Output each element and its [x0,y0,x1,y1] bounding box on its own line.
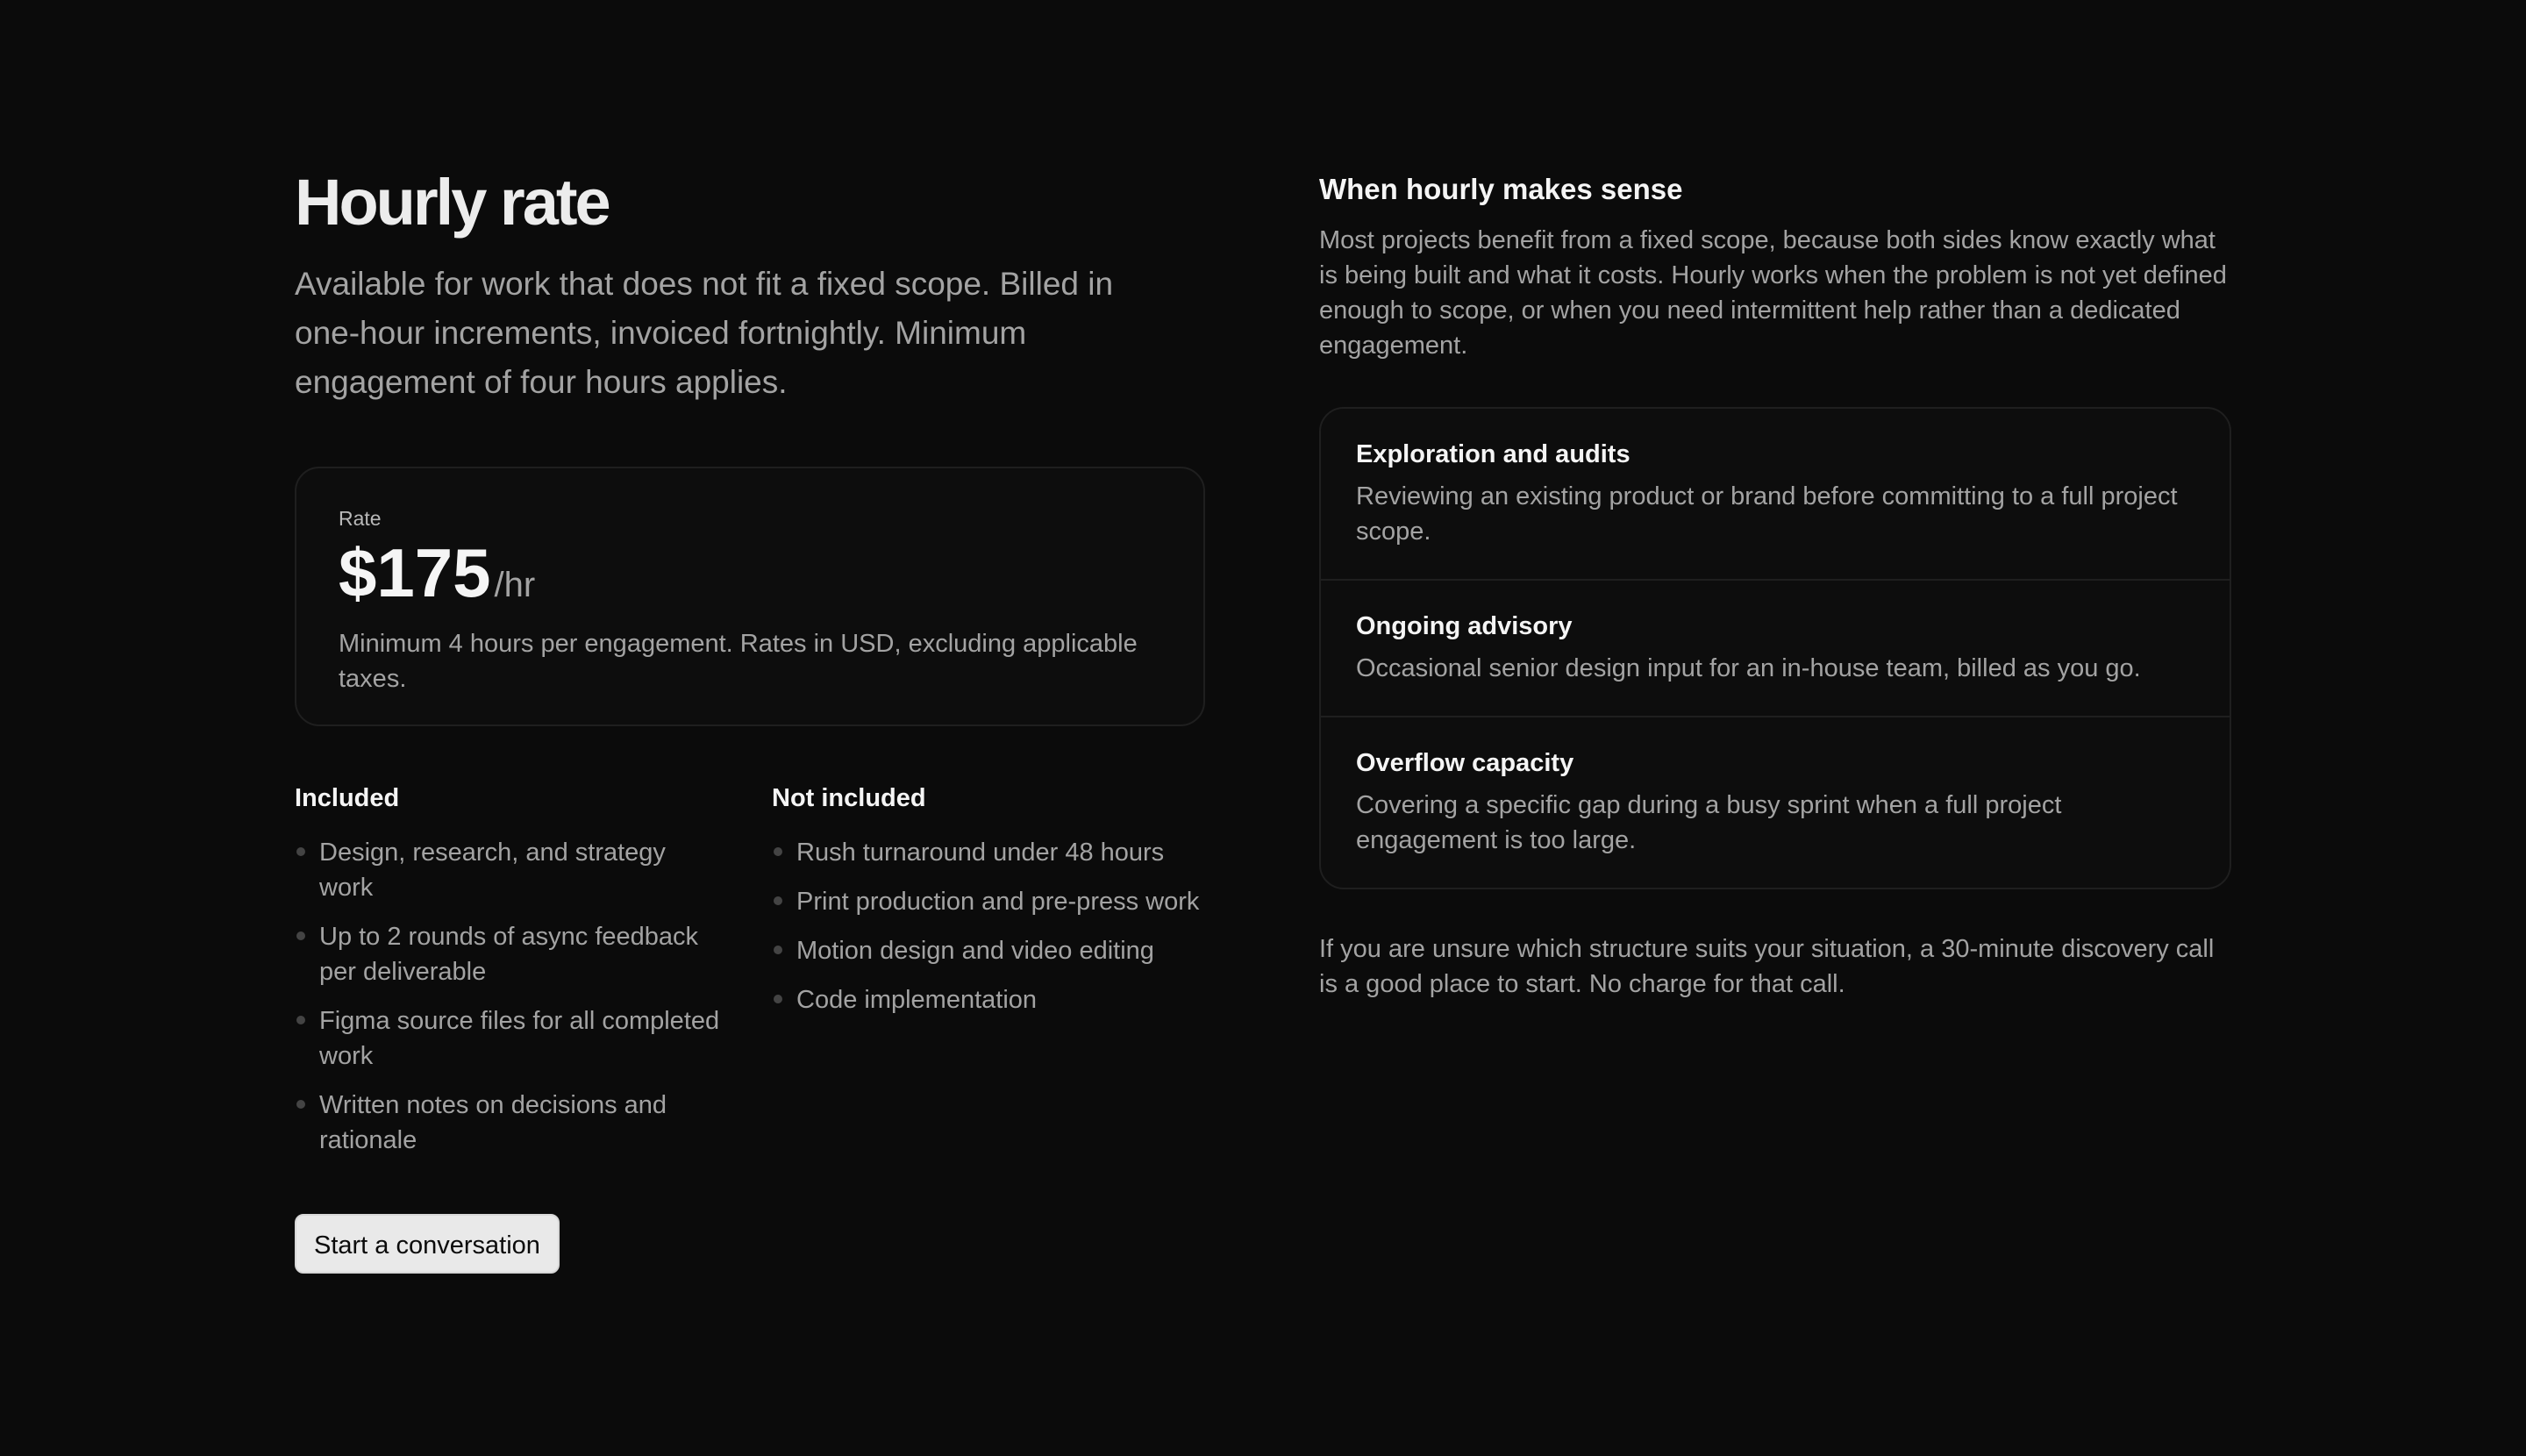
hourly-guidance-section [1319,172,2231,1002]
bullet-icon [774,946,782,954]
bullet-icon [296,847,305,856]
not-included-list [772,781,1205,1172]
list-item [295,835,723,905]
use-case-title: Ongoing advisory [1356,612,1573,640]
list-item [772,982,1200,1017]
section-title: When hourly makes sense [1319,173,1683,205]
list-item [295,1003,723,1074]
list-item-text: Rush turnaround under 48 hours [796,839,1165,867]
inclusion-lists [295,781,1207,1172]
bullet-icon [296,931,305,940]
bullet-icon [774,995,782,1003]
use-case-item [1321,409,2230,581]
bullet-icon [774,896,782,905]
use-case-description: Covering a specific gap during a busy sprint when a full project engagement is too large. [1356,791,2062,854]
section-intro: Most projects benefit from a fixed scope, because both sides know exactly what is being built and what it costs. Hourly works when the problem is not yet defined enough to scope, or when you need intermittent help rather than a dedicated engagement. [1319,226,2227,360]
list-item-text: Print production and pre-press work [796,888,1200,916]
rate-amount: $175 [339,534,491,611]
list-item [772,835,1200,870]
list-item [772,933,1200,968]
included-heading: Included [295,784,400,812]
use-case-item [1321,581,2230,717]
page-description: Available for work that does not fit a fixed scope. Billed in one-hour increments, invoiced fortnightly. Minimum engagement of four hours applies. [295,266,1114,400]
rate-note: Minimum 4 hours per engagement. Rates in USD, excluding applicable taxes. [339,630,1138,693]
rate-unit: /hr [494,566,536,604]
list-item-text: Figma source files for all completed work [319,1007,720,1070]
use-case-description: Occasional senior design input for an in-house team, billed as you go. [1356,654,2141,682]
included-items [295,835,772,1158]
list-item-text: Written notes on decisions and rationale [319,1091,667,1154]
use-cases-card [1319,407,2231,889]
start-conversation-button[interactable]: Start a conversation [295,1214,560,1274]
use-case-title: Overflow capacity [1356,749,1574,777]
bullet-icon [774,847,782,856]
bullet-icon [296,1100,305,1109]
included-list [295,781,772,1172]
use-case-title: Exploration and audits [1356,440,1630,468]
rate-label: Rate [339,507,382,530]
use-case-description: Reviewing an existing product or brand before committing to a full project scope. [1356,482,2178,546]
list-item [295,919,723,989]
rate-price [339,535,1161,610]
list-item-text: Motion design and video editing [796,937,1154,965]
list-item [295,1088,723,1158]
rate-section [295,163,1207,1274]
discovery-call-note: If you are unsure which structure suits your situation, a 30-minute discovery call is a good place to start. No charge for that call. [1319,935,2215,998]
use-case-item [1321,717,2230,888]
list-item [772,884,1200,919]
list-item-text: Up to 2 rounds of async feedback per deliverable [319,923,699,986]
page-title: Hourly rate [295,166,609,239]
not-included-heading: Not included [772,784,926,812]
list-item-text: Code implementation [796,986,1038,1014]
list-item-text: Design, research, and strategy work [319,839,666,902]
rate-card [295,467,1205,726]
bullet-icon [296,1016,305,1024]
not-included-items [772,835,1205,1017]
